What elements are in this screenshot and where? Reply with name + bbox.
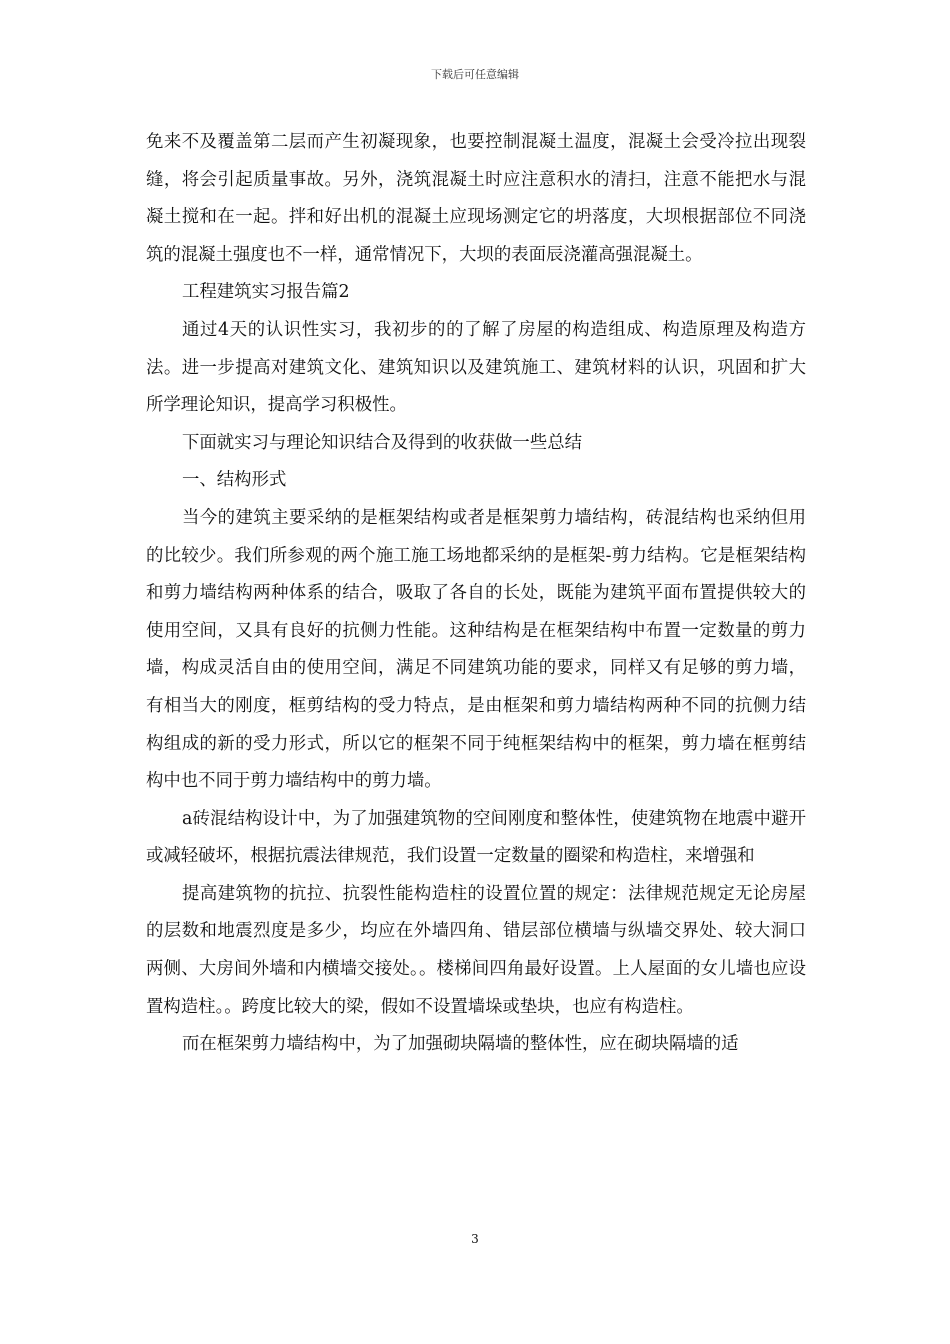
document-body xyxy=(146,124,806,1064)
paragraph-8: 提高建筑物的抗拉、抗裂性能构造柱的设置位置的规定：法律规范规定无论房屋的层数和地震烈度是多少，均应在外墙四角、错层部位横墙与纵墙交界处、较大洞口两侧、大房间外墙和内横墙交接处。。楼梯间四角最好设置。上人屋面的女儿墙也应设置构造柱。。跨度比较大的梁，假如不设置墙垛或垫块，也应有构造柱。 xyxy=(146,883,806,1017)
paragraph-4: 下面就实习与理论知识结合及得到的收获做一些总结 xyxy=(182,432,582,453)
paragraph-9: 而在框架剪力墙结构中，为了加强砌块隔墙的整体性，应在砌块隔墙的适 xyxy=(182,1034,739,1055)
paragraph-7: a砖混结构设计中，为了加强建筑物的空间刚度和整体性，使建筑物在地震中避开或减轻破坏，根据抗震法律规范，我们设置一定数量的圈梁和构造柱，来增强和 xyxy=(146,808,806,867)
section-title: 工程建筑实习报告篇2 xyxy=(182,282,350,303)
page-header: 下载后可任意编辑 xyxy=(431,68,519,81)
paragraph-6: 当今的建筑主要采纳的是框架结构或者是框架剪力墙结构，砖混结构也采纳但用的比较少。我们所参观的两个施工施工场地都采纳的是框架-剪力结构。它是框架结构和剪力墙结构两种体系的结合，吸取了各自的长处，既能为建筑平面布置提供较大的使用空间，又具有良好的抗侧力性能。这种结构是在框架结构中布置一定数量的剪力墙，构成灵活自由的使用空间，满足不同建筑功能的要求，同样又有足够的剪力墙，有相当大的刚度，框剪结构的受力特点，是由框架和剪力墙结构两种不同的抗侧力结构组成的新的受力形式，所以它的框架不同于纯框架结构中的框架，剪力墙在框剪结构中也不同于剪力墙结构中的剪力墙。 xyxy=(146,507,806,792)
paragraph-1: 免来不及覆盖第二层而产生初凝现象，也要控制混凝土温度，混凝土会受冷拉出现裂缝，将会引起质量事故。另外，浇筑混凝土时应注意积水的清扫，注意不能把水与混凝土搅和在一起。拌和好出机的混凝土应现场测定它的坍落度，大坝根据部位不同浇筑的混凝土强度也不一样，通常情况下，大坝的表面辰浇灌高强混凝土。 xyxy=(146,132,806,265)
subsection-heading: 一、结构形式 xyxy=(182,470,287,491)
paragraph-3: 通过4天的认识性实习，我初步的的了解了房屋的构造组成、构造原理及构造方法。进一步提高对建筑文化、建筑知识以及建筑施工、建筑材料的认识，巩固和扩大所学理论知识，提高学习积极性。 xyxy=(146,319,806,416)
page-number: 3 xyxy=(471,1232,479,1246)
